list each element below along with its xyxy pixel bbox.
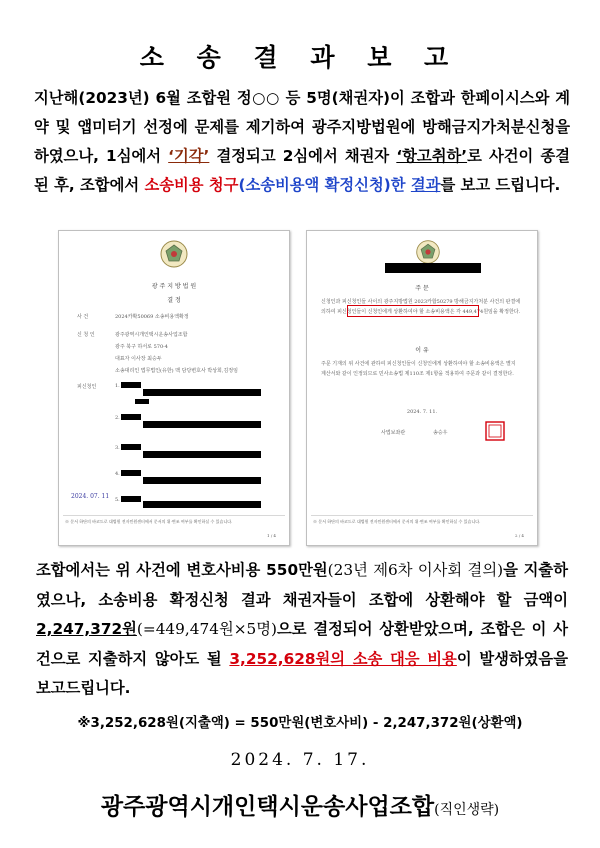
redaction-bar xyxy=(121,496,141,502)
court-seal-icon xyxy=(159,239,189,269)
respondent-item: 1. xyxy=(115,383,120,389)
redaction-bar xyxy=(121,470,141,476)
respondent-item: 2. xyxy=(115,415,120,421)
row-label-respondent: 피신청인 xyxy=(77,384,97,390)
redaction-bar xyxy=(121,382,141,388)
judge-title: 사법보좌관 xyxy=(381,430,406,436)
body-text-3: 으로 결정되어 상환받았으며, 조합은 이 사건으로 지출하지 않아도 될 xyxy=(36,620,568,668)
decision-label: 결 정 xyxy=(167,297,181,304)
redaction-bar xyxy=(121,444,141,450)
refund-calculation: (=449,474원×5명) xyxy=(136,620,278,638)
redaction-bar xyxy=(121,414,141,420)
saved-cost-label: 의 소송 대응 비용 xyxy=(330,649,457,668)
intro-result: 결과 xyxy=(410,176,441,194)
row-label-case: 사 건 xyxy=(77,314,89,320)
reason-text: 주문 기재의 위 사건에 관하여 피신청인들이 신청인에게 상환하여야 할 소송비용액은 별지 계산서와 같이 인정되므로 민사소송법 제110조 제1항을 적용하여 주문과 같이 결정한다. xyxy=(321,361,516,377)
doc2-page-number: 2 / 4 xyxy=(515,533,524,538)
calculation-note: ※3,252,628원(지출액) = 550만원(변호사비) - 2,247,372원(상환액) xyxy=(77,716,523,731)
row-value-representative: 대표자 이사장 최승두 xyxy=(115,356,162,362)
intro-text-3: 로 사건이 종결된 후, 조합에서 xyxy=(34,147,570,194)
highlight-box xyxy=(347,305,479,317)
organization-title: 광주광역시개인택시운송사업조합 xyxy=(100,793,435,820)
redaction-bar xyxy=(143,501,261,508)
intro-quote-withdrawal: ‘항고취하’ xyxy=(396,147,468,165)
row-value-case: 2024카확50069 소송비용액확정 xyxy=(115,314,189,320)
intro-text-5: 를 보고 드립니다. xyxy=(440,176,561,194)
report-date: 2024. 7. 17. xyxy=(230,750,370,770)
judge-seal-icon xyxy=(485,421,505,441)
handwritten-date: 2024. 07. 11 xyxy=(71,493,110,500)
redaction-bar xyxy=(143,477,261,484)
doc1-page-number: 1 / 4 xyxy=(267,533,276,538)
body-text-1: 조합에서는 위 사건에 변호사비용 550만원 xyxy=(36,561,328,579)
order-heading: 주 문 xyxy=(415,285,429,292)
row-value-address: 광주 북구 하서로 570-4 xyxy=(115,344,168,350)
doc1-footer-text: ※ 문서 하단의 바코드로 대법원 전자민원센터에서 문서의 위·변조 여부를 확인하실 수 있습니다. xyxy=(65,519,233,524)
organization-name xyxy=(0,788,600,821)
saved-amount: 3,252,628원 xyxy=(229,649,331,668)
respondent-item: 3. xyxy=(115,445,120,451)
reason-heading: 이 유 xyxy=(415,347,429,354)
judge-name: 송승우 xyxy=(433,430,448,436)
row-value-attorney: 소송대리인 법무법인(유한) 맥 담당변호사 박상희,김정임 xyxy=(115,368,238,374)
row-label-applicant: 신 청 인 xyxy=(77,332,95,338)
court-document-page-2 xyxy=(306,230,538,546)
page-title: 소 송 결 과 보 고 xyxy=(139,43,461,72)
intro-text-1: 지난해(2023년) 6월 조합원 정○○ 등 5명(채권자)이 조합과 한페이시스와 계약 및 앱미터기 선정에 문제를 제기하여 광주지방법원에 방해금지가처분신청을 하였으나, 1심에서 xyxy=(34,89,570,165)
intro-text-4: 한 xyxy=(390,176,411,194)
intro-text-2: 결정되고 2심에서 채권자 xyxy=(209,147,397,165)
court-seal-icon xyxy=(415,239,441,265)
decision-date: 2024. 7. 11. xyxy=(406,409,438,415)
row-value-applicant: 광주광역시개인택시운송사업조합 xyxy=(115,332,188,338)
seal-omitted-label: (직인생략) xyxy=(434,802,500,818)
court-name: 광 주 지 방 법 원 xyxy=(151,283,197,290)
body-text-2: 을 지출하였으나, 소송비용 확정신청 결과 채권자들이 조합에 상환해야 할 금액이 xyxy=(36,561,568,609)
court-document-page-1 xyxy=(58,230,290,546)
board-resolution: (23년 제6차 이사회 결의) xyxy=(327,561,504,579)
intro-quote-dismissal: ‘기각’ xyxy=(168,147,210,165)
body-text-4: 이 발생하였음을 보고드립니다. xyxy=(36,649,568,697)
doc2-footer-text: ※ 문서 하단의 바코드로 대법원 전자민원센터에서 문서의 위·변조 여부를 확인하실 수 있습니다. xyxy=(313,519,481,524)
order-text: 신청인과 피신청인들 사이의 광주지방법원 2023카합50279 방해금지가처분 사건의 판결에 의하여 피신청인들이 신청인에게 상환하여야 할 소송비용액은 각 449,474원임을 확정한다. xyxy=(321,299,521,315)
intro-cost-confirm: (소송비용액 확정신청) xyxy=(238,176,391,194)
respondent-item: 5. xyxy=(115,497,120,503)
intro-paragraph xyxy=(34,84,570,200)
redaction-bar xyxy=(143,389,261,396)
footer-divider xyxy=(63,515,285,516)
respondent-item: 4. xyxy=(115,471,120,477)
redaction-bar xyxy=(385,263,481,273)
redaction-bar xyxy=(135,399,149,404)
redaction-bar xyxy=(143,451,261,458)
footer-divider xyxy=(311,515,533,516)
result-paragraph xyxy=(36,556,568,704)
redaction-bar xyxy=(143,421,261,428)
intro-cost-claim: 소송비용 청구 xyxy=(144,176,239,194)
refund-amount: 2,247,372원 xyxy=(36,620,137,638)
